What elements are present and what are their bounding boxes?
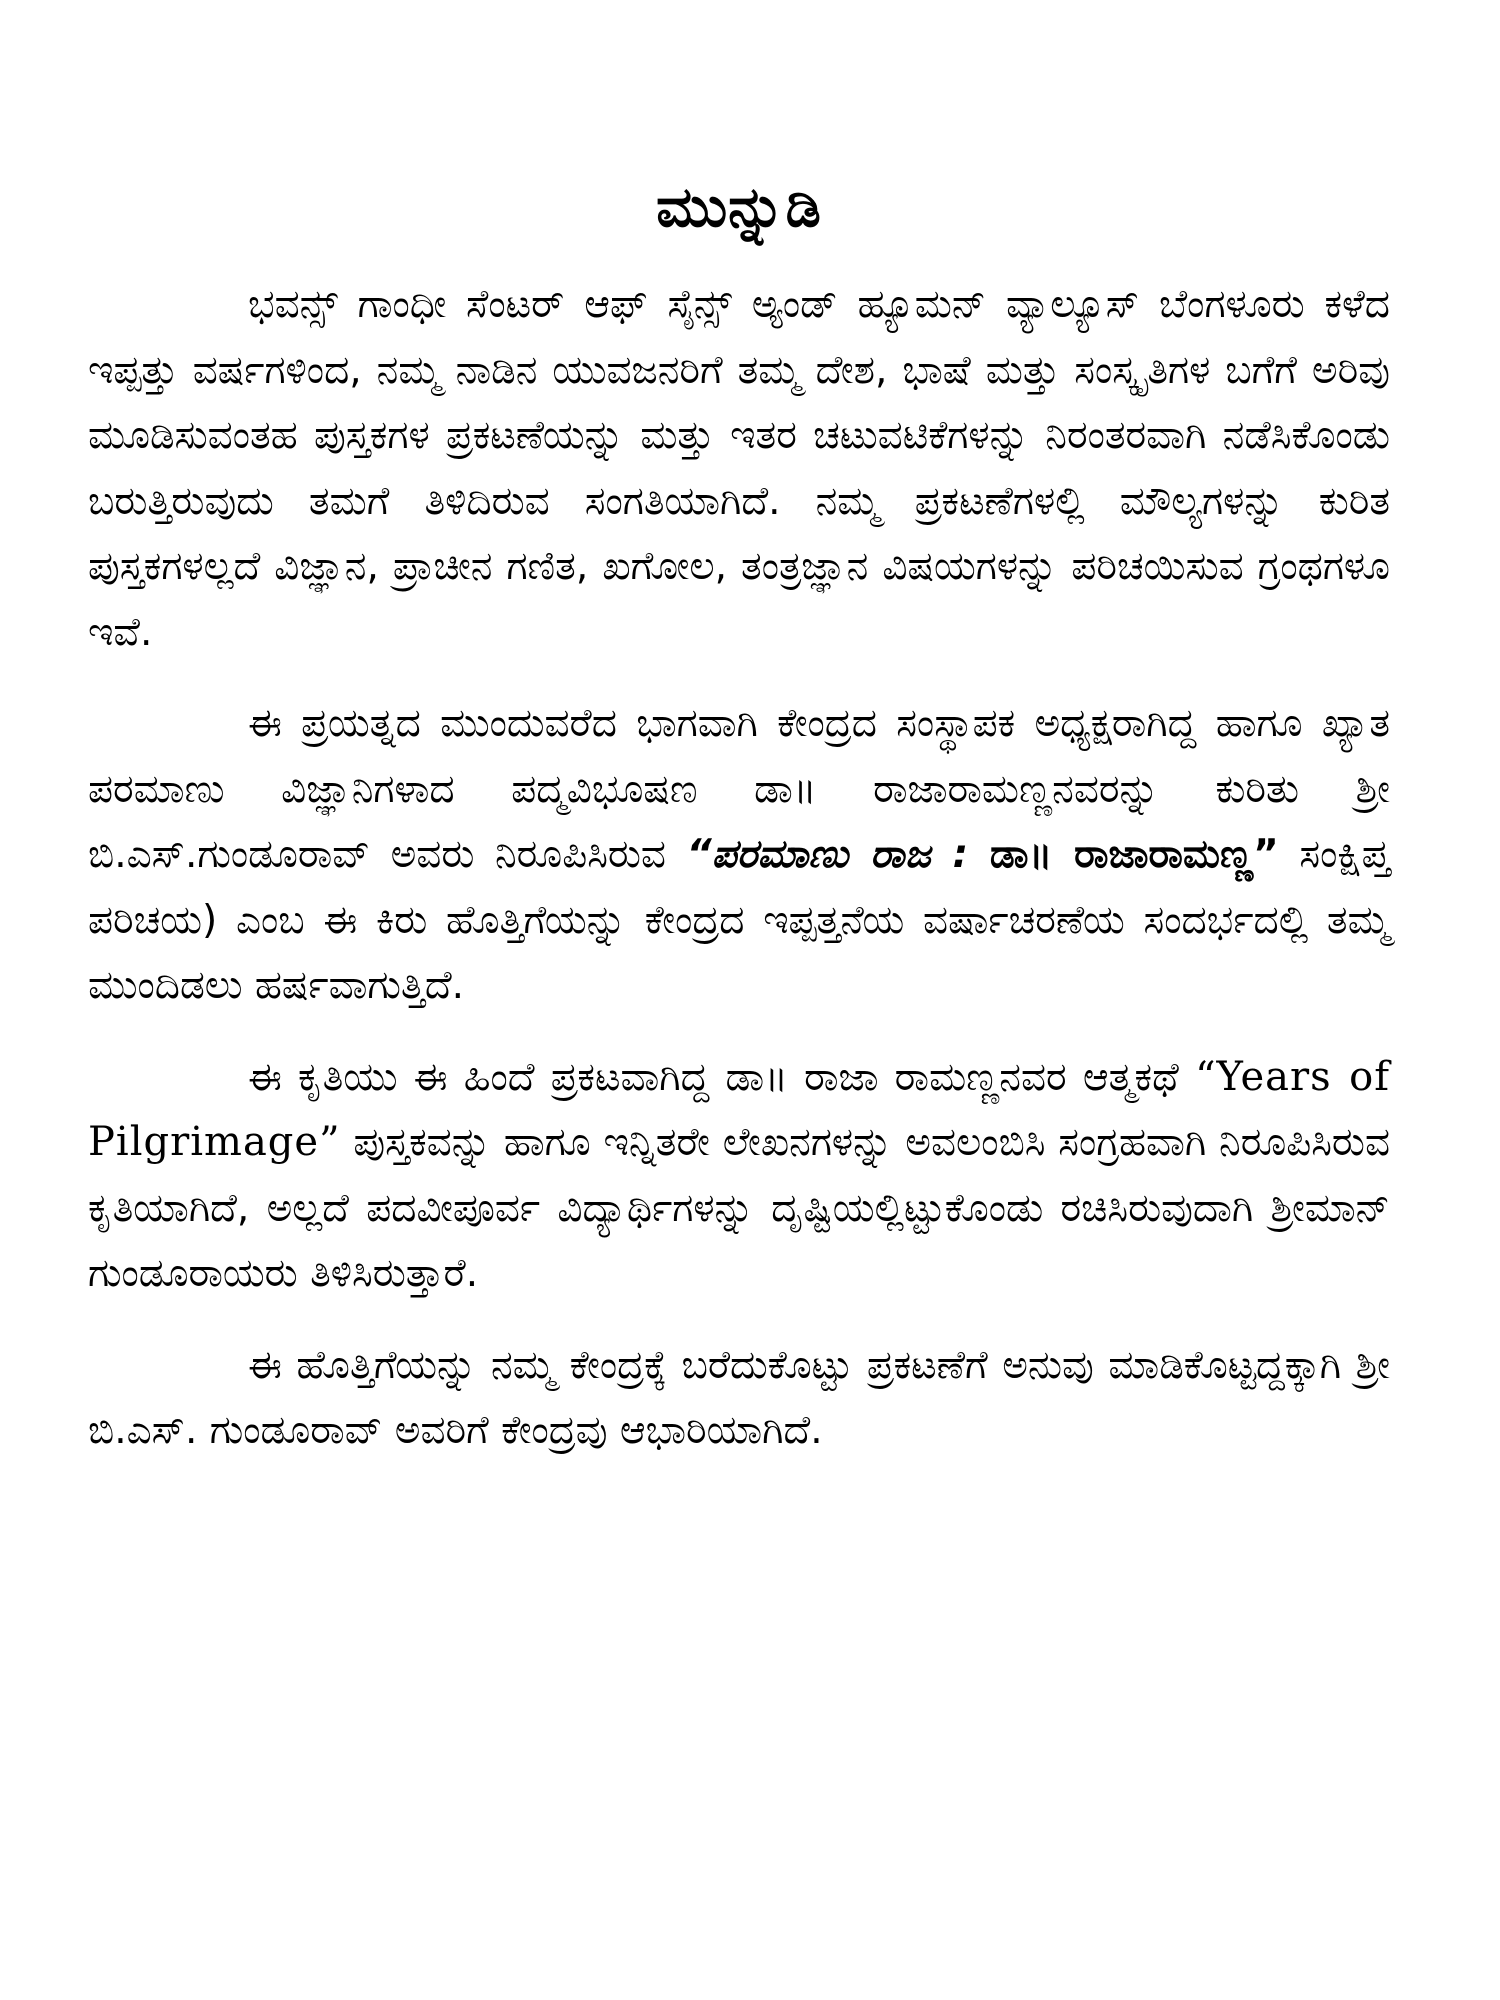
paragraph-3-text-before: ಈ ಕೃತಿಯು ಈ ಹಿಂದೆ ಪ್ರಕಟವಾಗಿದ್ದ ಡಾ॥ ರಾಜಾ ರಾಮಣ್ಣನವರ ಆತ್ಮಕಥೆ — [248, 1054, 1196, 1100]
paragraph-2-text-after: ಸಂಕ್ಷಿಪ್ತ ಪರಿಚಯ) ಎಂಬ ಈ ಕಿರು ಹೊತ್ತಿಗೆಯನ್ನು ಕೇಂದ್ರದ ಇಪ್ಪತ್ತನೆಯ ವರ್ಷಾಚರಣೆಯ ಸಂದರ್ಭದಲ್ಲಿ ತಮ್ಮ ಮುಂದಿಡಲು ಹರ್ಷವಾಗುತ್ತಿದೆ. — [88, 832, 1390, 1008]
paragraph-2 — [88, 691, 1390, 1019]
book-title-bold: ಡಾ॥ ರಾಜಾರಾಮಣ್ಣ” — [989, 832, 1279, 877]
paragraph-1: ಭವನ್ಸ್ ಗಾಂಧೀ ಸೆಂಟರ್ ಆಫ್ ಸೈನ್ಸ್ ಅ್ಯಂಡ್ ಹ್ಯೂಮನ್ ವ್ಯಾಲ್ಯೂಸ್ ಬೆಂಗಳೂರು ಕಳೆದ ಇಪ್ಪತ್ತು ವರ್ಷಗಳಿಂದ, ನಮ್ಮ ನಾಡಿನ ಯುವಜನರಿಗೆ ತಮ್ಮ ದೇಶ, ಭಾಷೆ ಮತ್ತು ಸಂಸ್ಕೃತಿಗಳ ಬಗೆಗೆ ಅರಿವು ಮೂಡಿಸುವಂತಹ ಪುಸ್ತಕಗಳ ಪ್ರಕಟಣೆಯನ್ನು ಮತ್ತು ಇತರ ಚಟುವಟಿಕೆಗಳನ್ನು ನಿರಂತರವಾಗಿ ನಡೆಸಿಕೊಂಡು ಬರುತ್ತಿರುವುದು ತಮಗೆ ತಿಳಿದಿರುವ ಸಂಗತಿಯಾಗಿದೆ. ನಮ್ಮ ಪ್ರಕಟಣೆಗಳಲ್ಲಿ ಮೌಲ್ಯಗಳನ್ನು ಕುರಿತ ಪುಸ್ತಕಗಳಲ್ಲದೆ ವಿಜ್ಞಾನ, ಪ್ರಾಚೀನ ಗಣಿತ, ಖಗೋಲ, ತಂತ್ರಜ್ಞಾನ ವಿಷಯಗಳನ್ನು ಪರಿಚಯಿಸುವ ಗ್ರಂಥಗಳೂ ಇವೆ. — [88, 282, 1390, 655]
paragraph-3 — [88, 1045, 1390, 1307]
paragraph-3-text-after: ಪುಸ್ತಕವನ್ನು ಹಾಗೂ ಇನ್ನಿತರೇ ಲೇಖನಗಳನ್ನು ಅವಲಂಬಿಸಿ ಸಂಗ್ರಹವಾಗಿ ನಿರೂಪಿಸಿರುವ ಕೃತಿಯಾಗಿದೆ, ಅಲ್ಲದೆ ಪದವೀಪೂರ್ವ ವಿದ್ಯಾರ್ಥಿಗಳನ್ನು ದೃಷ್ಟಿಯಲ್ಲಿಟ್ಟುಕೊಂಡು ರಚಿಸಿರುವುದಾಗಿ ಶ್ರೀಮಾನ್ ಗುಂಡೂರಾಯರು ತಿಳಿಸಿರುತ್ತಾರೆ. — [88, 1120, 1390, 1296]
page-title: ಮುನ್ನುಡಿ — [656, 175, 822, 240]
book-title-italic: “ಪರಮಾಣು ರಾಜ : — [686, 832, 990, 877]
paragraph-4: ಈ ಹೊತ್ತಿಗೆಯನ್ನು ನಮ್ಮ ಕೇಂದ್ರಕ್ಕೆ ಬರೆದುಕೊಟ್ಟು ಪ್ರಕಟಣೆಗೆ ಅನುವು ಮಾಡಿಕೊಟ್ಟದ್ದಕ್ಕಾಗಿ ಶ್ರೀ ಬಿ.ಎಸ್. ಗುಂಡೂರಾವ್ ಅವರಿಗೆ ಕೇಂದ್ರವು ಆಭಾರಿಯಾಗಿದೆ. — [88, 1342, 1390, 1453]
english-book-title: “Years of Pilgrimage” — [88, 1053, 1390, 1165]
preface-body — [88, 272, 1390, 1464]
paragraph-2-text-before: ಈ ಪ್ರಯತ್ನದ ಮುಂದುವರೆದ ಭಾಗವಾಗಿ ಕೇಂದ್ರದ ಸಂಸ್ಥಾಪಕ ಅಧ್ಯಕ್ಷರಾಗಿದ್ದ ಹಾಗೂ ಖ್ಯಾತ ಪರಮಾಣು ವಿಜ್ಞಾನಿಗಳಾದ ಪದ್ಮವಿಭೂಷಣ ಡಾ॥ ರಾಜಾರಾಮಣ್ಣನವರನ್ನು ಕುರಿತು ಶ್ರೀ ಬಿ.ಎಸ್.ಗುಂಡೂರಾವ್ ಅವರು ನಿರೂಪಿಸಿರುವ — [88, 701, 1390, 877]
